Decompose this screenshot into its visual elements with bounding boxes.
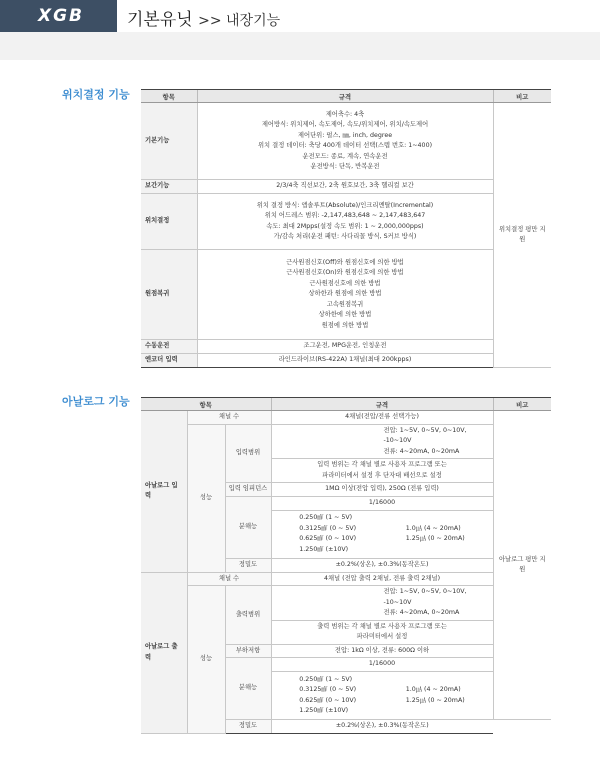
page-header xyxy=(0,0,600,32)
range-label: 입력범위 xyxy=(225,424,271,483)
row-spec: 라인드라이브(RS-422A) 1채널(최대 200kpps) xyxy=(197,354,493,368)
remark-cell: 아날로그 평만 지원 xyxy=(493,411,551,720)
remark-cell: 위치결정 평만 지원 xyxy=(493,103,551,368)
table-row xyxy=(141,354,551,368)
resolution-top: 1/16000 xyxy=(271,658,493,672)
row-label: 보간기능 xyxy=(141,180,197,194)
row-spec: 2/3/4축 직선보간, 2축 원호보간, 3축 헬리컬 보간 xyxy=(197,180,493,194)
range-note: 입력 범위는 각 채널 별로 사용자 프로그램 또는 파라미터에서 설정 후 단자대 배선으로 설정 xyxy=(271,459,493,483)
header-spec: 규격 xyxy=(197,90,493,103)
section-label-positioning: 위치결정 기능 xyxy=(62,88,130,101)
title-main: 기본유닛 xyxy=(127,10,193,30)
xgb-logo xyxy=(0,0,117,32)
accuracy-label: 정밀도 xyxy=(225,720,271,734)
channels-label: 채널 수 xyxy=(187,411,271,425)
header-band xyxy=(0,32,600,60)
logo-text: XGB xyxy=(38,6,85,26)
row-label: 원점복귀 xyxy=(141,250,197,340)
load-value: 전압: 1kΩ 이상, 전류: 600Ω 이하 xyxy=(271,644,493,658)
page-title xyxy=(127,5,280,30)
table-row xyxy=(141,250,551,340)
row-spec: 근사원점신호(Off)와 원점신호에 의한 방법 근사원점신호(On)와 원점신호에 의한 방법 근사원점신호에 의한 방법 상하한과 원점에 의한 방법 고속원점복귀 상하한에 의한 방법 원점에 의한 방법 xyxy=(197,250,493,340)
resolution-top: 1/16000 xyxy=(271,496,493,510)
resolution-label: 분해능 xyxy=(225,496,271,558)
impedance-label: 입력 임피던스 xyxy=(225,483,271,497)
channels-value: 4채널 (전압 출력 2채널, 전류 출력 2채널) xyxy=(271,572,493,586)
resolution-detail: 0.250㎷ (1 ~ 5V) 0.3125㎷ (0 ~ 5V) 0.625㎷ (0 ~ 10V) 1.250㎷ (±10V) 1.0㎂ (4 ~ 20mA) 1.25㎂ (0 ~ 20mA) xyxy=(271,510,493,558)
row-label: 기본기능 xyxy=(141,103,197,180)
title-sub: >> 내장기능 xyxy=(198,13,281,29)
channels-label: 채널 수 xyxy=(187,572,271,586)
table-row xyxy=(141,411,551,425)
channels-value: 4채널(전압/전류 선택가능) xyxy=(271,411,493,425)
table-row xyxy=(141,180,551,194)
row-label-output: 아날로그 출력 xyxy=(141,572,187,734)
range-note: 출력 범위는 각 채널 별로 사용자 프로그램 또는 파라미터에서 설정 xyxy=(271,620,493,644)
row-spec: 제어축수: 4축 제어방식: 위치제어, 속도제어, 속도/위치제어, 위치/속도제어 제어단위: 펄스, ㎜, inch, degree 위치 결정 데이터: 축당 400개 데이터 선택(스텝 번호: 1~400) 운전모드: 종료, 계속, 연속운전 운전방식: 단독, 반복운전 xyxy=(197,103,493,180)
resolution-detail: 0.250㎷ (1 ~ 5V) 0.3125㎷ (0 ~ 5V) 0.625㎷ (0 ~ 10V) 1.250㎷ (±10V) 1.0㎂ (4 ~ 20mA) 1.25㎂ (0 ~ 20mA) xyxy=(271,672,493,720)
table-row xyxy=(141,572,551,586)
row-spec: 조그운전, MPG운전, 인칭운전 xyxy=(197,340,493,354)
range-spec: 전압: 1~5V, 0~5V, 0~10V, -10~10V 전류: 4~20mA, 0~20mA xyxy=(271,424,493,459)
range-spec: 전압: 1~5V, 0~5V, 0~10V, -10~10V 전류: 4~20mA, 0~20mA xyxy=(271,586,493,621)
header-item: 항목 xyxy=(141,398,271,411)
row-label: 위치결정 xyxy=(141,194,197,250)
impedance-value: 1MΩ 이상(전압 입력), 250Ω (전류 입력) xyxy=(271,483,493,497)
positioning-table xyxy=(141,89,551,368)
accuracy-value: ±0.2%(상온), ±0.3%(동작온도) xyxy=(271,720,493,734)
section-label-analog: 아날로그 기능 xyxy=(62,395,130,408)
row-label-input: 아날로그 입력 xyxy=(141,411,187,573)
load-label: 부하저항 xyxy=(225,644,271,658)
table-row xyxy=(141,194,551,250)
analog-table xyxy=(141,397,551,734)
table-row xyxy=(141,586,551,621)
header-remark: 비고 xyxy=(493,90,551,103)
row-label: 엔코더 입력 xyxy=(141,354,197,368)
table-row xyxy=(141,424,551,459)
row-label: 수동운전 xyxy=(141,340,197,354)
perf-label: 성능 xyxy=(187,586,225,734)
accuracy-label: 정밀도 xyxy=(225,558,271,572)
header-spec: 규격 xyxy=(271,398,493,411)
table-row xyxy=(141,103,551,180)
range-label: 출력범위 xyxy=(225,586,271,645)
accuracy-value: ±0.2%(상온), ±0.3%(동작온도) xyxy=(271,558,493,572)
perf-label: 성능 xyxy=(187,424,225,572)
header-item: 항목 xyxy=(141,90,197,103)
header-remark: 비고 xyxy=(493,398,551,411)
row-spec: 위치 결정 방식: 앱솔루트(Absolute)/인크리멘탈(Incremental) 위치 어드레스 범위: -2,147,483,648 ~ 2,147,483,647 속도: 최대 2Mpps(설정 속도 범위: 1 ~ 2,000,000pps) 가/감속 처리(운전 패턴: 사다리꼴 방식, S커브 방식) xyxy=(197,194,493,250)
resolution-label: 분해능 xyxy=(225,658,271,720)
table-row xyxy=(141,340,551,354)
